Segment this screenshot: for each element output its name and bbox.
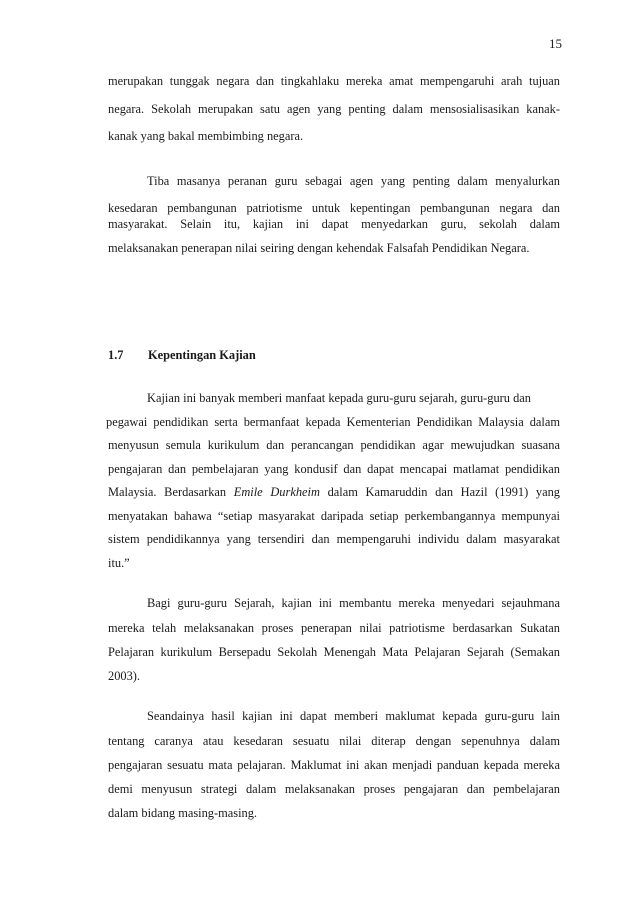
text-line: 2003).	[108, 669, 141, 683]
text-line: kesedaran pembangunan patriotisme untuk kepentingan pembangunan negara dan	[108, 201, 560, 215]
text-line: Tiba masanya peranan guru sebagai agen yang penting dalam menyalurkan	[147, 174, 560, 188]
text-line	[108, 484, 560, 500]
text-line: kanak yang bakal membimbing negara.	[108, 129, 304, 143]
text-line: pengajaran sesuatu mata pelajaran. Maklumat ini akan menjadi panduan kepada mereka	[108, 758, 560, 772]
section-title: Kepentingan Kajian	[148, 348, 256, 362]
text-line: sistem pendidikannya yang tersendiri dan mempengaruhi individu dalam masyarakat	[108, 532, 560, 546]
text-line: tentang caranya atau kesedaran sesuatu nilai diterap dengan sepenuhnya dalam	[108, 734, 560, 748]
text-span: Malaysia. Berdasarkan	[108, 485, 227, 499]
text-line: melaksanakan penerapan nilai seiring dengan kehendak Falsafah Pendidikan Negara.	[108, 241, 530, 255]
section-number: 1.7	[108, 348, 124, 362]
text-line: Kajian ini banyak memberi manfaat kepada guru-guru sejarah, guru-guru dan	[147, 391, 531, 405]
text-line: itu.”	[108, 556, 130, 570]
text-line: negara. Sekolah merupakan satu agen yang penting dalam mensosialisasikan kanak-	[108, 102, 560, 116]
text-line: Seandainya hasil kajian ini dapat memberi maklumat kepada guru-guru lain	[147, 709, 560, 723]
text-line: Pelajaran kurikulum Bersepadu Sekolah Menengah Mata Pelajaran Sejarah (Semakan	[108, 645, 560, 659]
text-line: dalam bidang masing-masing.	[108, 806, 258, 820]
emphasis-author: Emile Durkheim	[233, 485, 320, 499]
text-line: demi menyusun strategi dalam melaksanakan proses pengajaran dan pembelajaran	[108, 782, 560, 796]
text-line: menyusun semula kurikulum dan perancangan pendidikan agar mewujudkan suasana	[108, 438, 560, 452]
text-line: masyarakat. Selain itu, kajian ini dapat menyedarkan guru, sekolah dalam	[108, 217, 560, 231]
text-line: pegawai pendidikan serta bermanfaat kepada Kementerian Pendidikan Malaysia dalam	[106, 415, 560, 429]
text-line: menyatakan bahawa “setiap masyarakat daripada setiap perkembangannya mempunyai	[108, 509, 560, 523]
text-line: mereka telah melaksanakan proses penerapan nilai patriotisme berdasarkan Sukatan	[108, 621, 560, 635]
text-span: dalam Kamaruddin dan Hazil (1991) yang	[327, 485, 560, 499]
text-line: Bagi guru-guru Sejarah, kajian ini membantu mereka menyedari sejauhmana	[147, 596, 560, 610]
text-line: pengajaran dan pembelajaran yang kondusif dan dapat mencapai matlamat pendidikan	[108, 462, 560, 476]
text-line: merupakan tunggak negara dan tingkahlaku mereka amat mempengaruhi arah tujuan	[108, 74, 560, 88]
page-number: 15	[549, 36, 562, 51]
section-heading	[108, 347, 256, 363]
